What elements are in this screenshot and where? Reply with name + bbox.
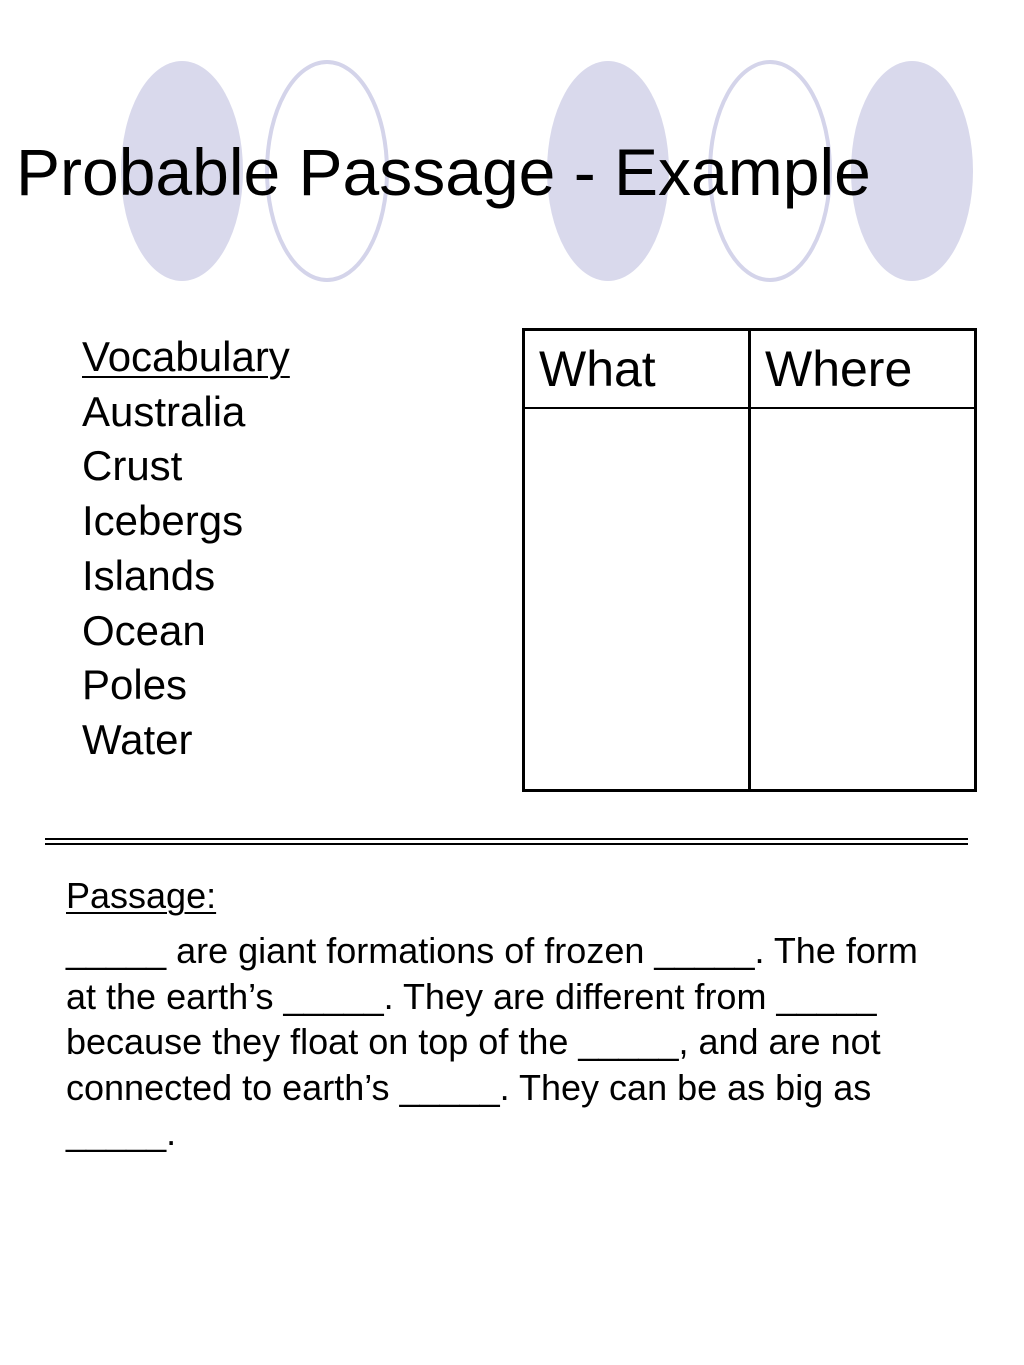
vocabulary-item: Water — [82, 715, 193, 763]
vocabulary-item: Islands — [82, 551, 216, 599]
vocabulary-section — [82, 330, 290, 768]
header-where: Where — [750, 330, 976, 409]
vocabulary-heading: Vocabulary — [82, 333, 290, 380]
vocabulary-item: Icebergs — [82, 497, 244, 545]
vocabulary-item: Crust — [82, 442, 183, 490]
vocabulary-item: Ocean — [82, 606, 206, 654]
where-cell — [750, 408, 976, 791]
what-cell — [524, 408, 750, 791]
passage-label: Passage: — [66, 875, 217, 916]
double-rule-divider — [45, 838, 968, 845]
vocabulary-list — [82, 385, 290, 768]
header-what: What — [524, 330, 750, 409]
vocabulary-item: Poles — [82, 661, 188, 709]
what-where-table — [522, 328, 977, 792]
table-header-row — [524, 330, 976, 409]
passage-text: _____ are giant formations of frozen _____. The form at the earth’s _____. They are different from _____ because they float on top of the _____, and are not connected to earth’s _____. They can be as big as _____. — [66, 930, 918, 1153]
page-title: Probable Passage - Example — [16, 135, 871, 209]
table-row — [524, 408, 976, 791]
vocabulary-item: Australia — [82, 387, 246, 435]
